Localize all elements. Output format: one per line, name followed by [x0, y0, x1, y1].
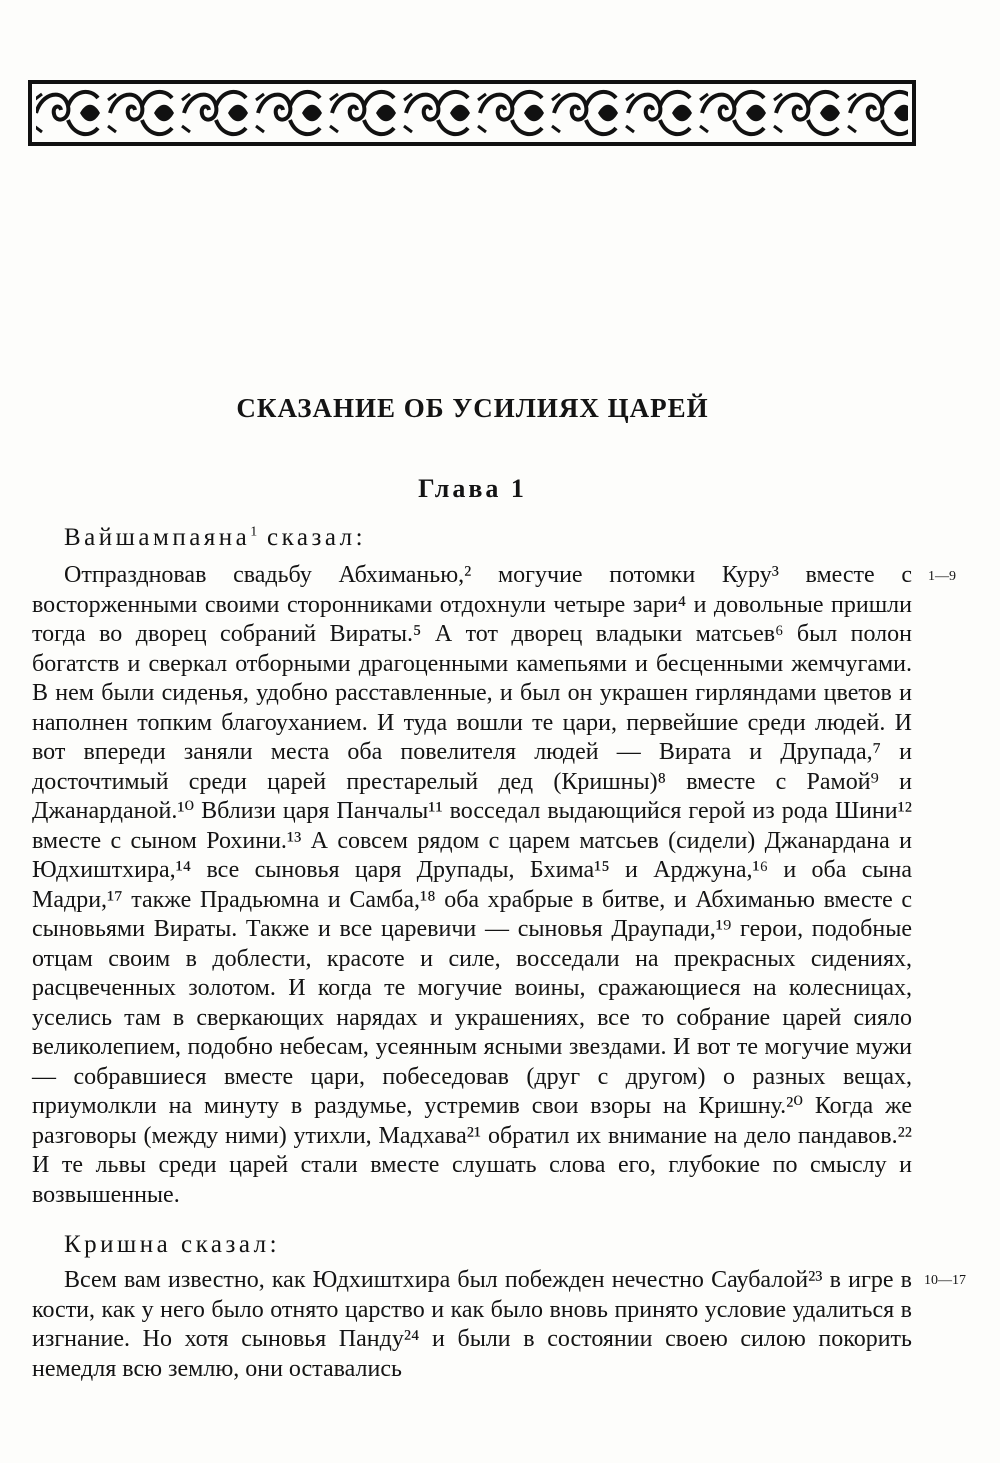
page-title: СКАЗАНИЕ ОБ УСИЛИЯХ ЦАРЕЙ	[236, 393, 709, 423]
speaker-said: сказал:	[257, 524, 367, 551]
chapter-heading: Глава 1	[418, 474, 527, 503]
decorative-ornament-border	[28, 80, 916, 146]
verse-range-note: 10—17	[924, 1273, 966, 1288]
speaker-vaishampayana	[64, 524, 366, 552]
paragraph-1: Отпраздновав свадьбу Абхиманью,² могучие потомки Куру³ вместе с восторженными своими сторонниками отдохнули четыре зари⁴ и довольные пришли тогда во дворец собраний Вираты.⁵ А тот дворец владыки матсьев⁶ был полон богатств и сверкал отборными драгоценными камепьями и бесценными жемчугами. В нем были сиденья, удобно расставленные, и был он украшен гирляндами цветов и наполнен топким благоуханием. И туда вошли те цари, первейшие среди людей. И вот впереди заняли места оба повелителя людей — Вирата и Друпада,⁷ и досточтимый среди царей престарелый дед (Кришны)⁸ вместе с Рамой⁹ и Джанарданой.¹⁰ Вблизи царя Панчалы¹¹ восседал выдающийся герой из рода Шини¹² вместе с сыном Рохини.¹³ А совсем рядом с царем матсьев (сидели) Джанардана и Юдхиштхира,¹⁴ все сыновья царя Друпады, Бхима¹⁵ и Арджуна,¹⁶ и оба сына Мадри,¹⁷ также Прадьюмна и Самба,¹⁸ оба храбрые в битве, и Абхиманью вместе с сыновьями Вираты. Также и все царевичи — сыновья Драупади,¹⁹ герои, подобные отцам своим в доблести, красоте и силе, восседали на прекрасных сидениях, расцвеченных золотом. И когда те могучие воины, сражающиеся на колесницах, уселись там в сверкающих нарядах и украшениях, все то собрание царей сияло великолепием, подобно небесам, усеянным ясными звездами. И вот те могучие мужи — собравшиеся вместе цари, побеседовав (друг с другом) о разных вещах, приумолкли на минуту в раздумье, устремив свои взоры на Кришну.²⁰ Когда же разговоры (между ними) утихли, Мадхава²¹ обратил их внимание на дело пандавов.²² И те львы среди царей стали вместе слушать слова его, глубокие по смыслу и возвышенные.	[32, 562, 912, 1208]
footnote-ref: 1	[250, 524, 258, 540]
speaker-name: Вайшампаяна	[64, 524, 251, 551]
paragraph-2: Всем вам известно, как Юдхиштхира был побежден нечестно Саубалой²³ в игре в кости, как у него было отнято царство и как было вновь принято условие удалиться в изгнание. Но хотя сыновья Панду²⁴ и были в состоянии своею силою покорить немедля всю землю, они оставались	[32, 1267, 912, 1382]
verse-range-note: 1—9	[928, 569, 956, 584]
speaker-krishna: Кришна сказал:	[64, 1231, 281, 1258]
